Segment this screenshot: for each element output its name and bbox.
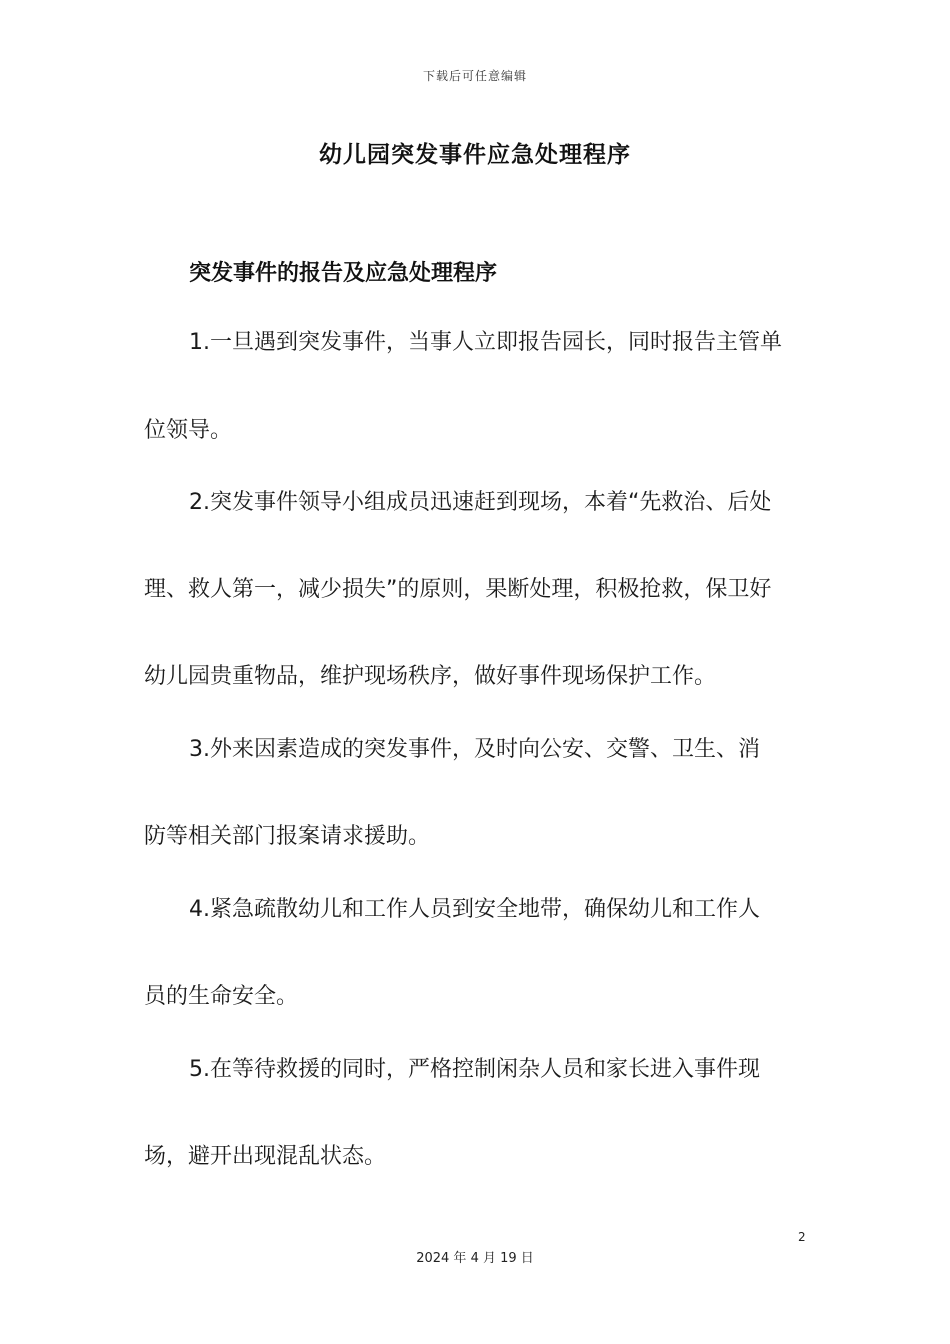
document-title: 幼儿园突发事件应急处理程序 bbox=[319, 142, 631, 168]
paragraph-2-line-1: 2.突发事件领导小组成员迅速赶到现场，本着“先救治、后处 bbox=[189, 490, 772, 515]
paragraph-2-line-2: 理、救人第一，减少损失”的原则，果断处理，积极抢救，保卫好 bbox=[144, 577, 772, 602]
paragraph-2-line-3: 幼儿园贵重物品，维护现场秩序，做好事件现场保护工作。 bbox=[144, 664, 717, 689]
section-heading: 突发事件的报告及应急处理程序 bbox=[189, 261, 498, 286]
paragraph-1-line-1: 1.一旦遇到突发事件，当事人立即报告园长，同时报告主管单 bbox=[189, 330, 782, 355]
paragraph-1-line-2: 位领导。 bbox=[144, 418, 233, 443]
paragraph-3-line-1: 3.外来因素造成的突发事件，及时向公安、交警、卫生、消 bbox=[189, 737, 760, 762]
header-note: 下载后可任意编辑 bbox=[422, 69, 527, 83]
footer-date: 2024 年 4 月 19 日 bbox=[416, 1251, 534, 1266]
page-number: 2 bbox=[798, 1230, 806, 1244]
paragraph-5-line-2: 场，避开出现混乱状态。 bbox=[144, 1144, 387, 1169]
paragraph-5-line-1: 5.在等待救援的同时，严格控制闲杂人员和家长进入事件现 bbox=[189, 1057, 760, 1082]
paragraph-4-line-2: 员的生命安全。 bbox=[144, 984, 299, 1009]
paragraph-4-line-1: 4.紧急疏散幼儿和工作人员到安全地带，确保幼儿和工作人 bbox=[189, 897, 760, 922]
paragraph-3-line-2: 防等相关部门报案请求援助。 bbox=[144, 824, 431, 849]
